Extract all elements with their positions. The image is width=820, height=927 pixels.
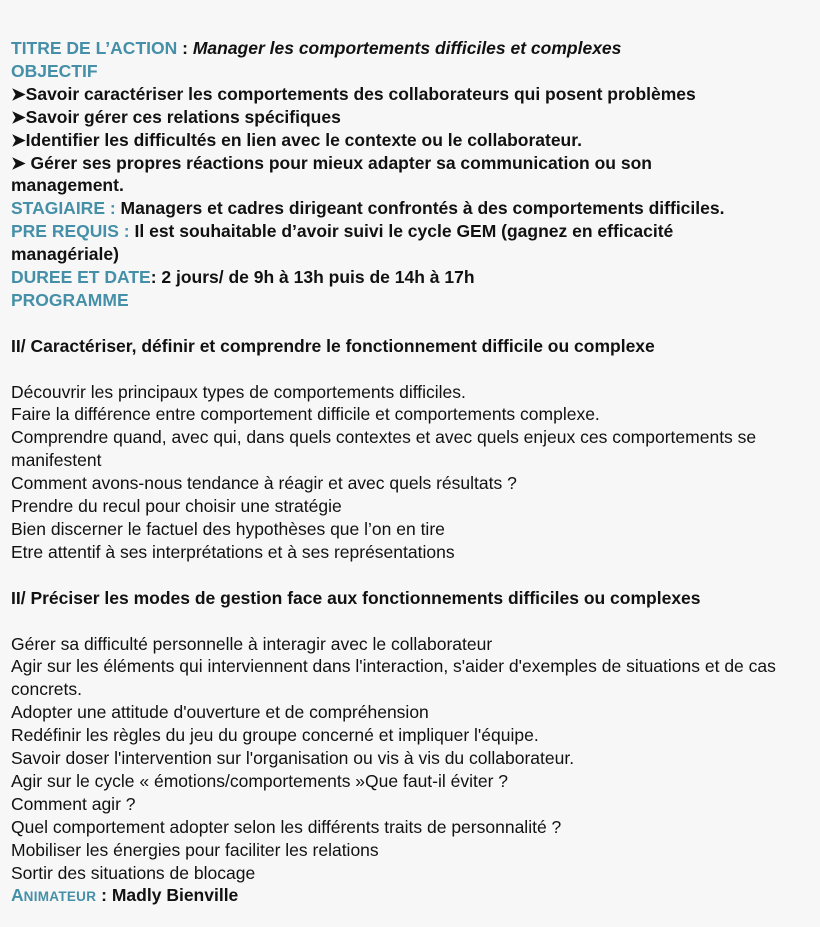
section2-line: Sortir des situations de blocage [11, 862, 256, 883]
section2-title: II/ Préciser les modes de gestion face aux fonctionnements difficiles ou complexes [11, 587, 701, 608]
section1-line: Prendre du recul pour choisir une stratégie [11, 496, 342, 517]
programme-heading: PROGRAMME [11, 289, 129, 310]
prerequis-line [11, 220, 771, 266]
objectif-text: Identifier les difficultés en lien avec le contexte ou le collaborateur. [25, 129, 582, 150]
section2-line: Agir sur les éléments qui interviennent dans l'interaction, s'aider d'exemples de situations et de cas concrets. [11, 656, 776, 700]
stagiaire-line [11, 197, 814, 220]
arrow-icon: ➤ [11, 106, 26, 127]
section2-line: Agir sur le cycle « émotions/comportements »Que faut-il éviter ? [11, 770, 509, 791]
objectif-item [11, 152, 721, 198]
objectif-text: Savoir caractériser les comportements des collaborateurs qui posent problèmes [25, 83, 696, 104]
section2-line: Mobiliser les énergies pour faciliter les relations [11, 839, 379, 860]
stagiaire-label: STAGIAIRE : [11, 198, 116, 219]
arrow-icon: ➤ [11, 152, 26, 173]
objectif-heading: OBJECTIF [11, 60, 98, 81]
section1-line: Etre attentif à ses interprétations et à ses représentations [11, 541, 455, 562]
arrow-icon: ➤ [11, 83, 26, 104]
section2-line: Savoir doser l'intervention sur l'organisation ou vis à vis du collaborateur. [11, 748, 575, 769]
section1-line: Comprendre quand, avec qui, dans quels contextes et avec quels enjeux ces comportements se manifestent [11, 427, 757, 471]
section2-line: Adopter une attitude d'ouverture et de compréhension [11, 702, 429, 723]
section1-title: II/ Caractériser, définir et comprendre le fonctionnement difficile ou complexe [11, 335, 655, 356]
objectif-item [11, 106, 814, 129]
titre-sep: : [177, 38, 193, 58]
section2-line: Gérer sa difficulté personnelle à interagir avec le collaborateur [11, 633, 493, 654]
objectif-item [11, 83, 814, 106]
spacer [11, 312, 814, 335]
animateur-value: Madly Bienville [111, 885, 239, 906]
animateur-label-rest: NIMATEUR [23, 889, 97, 905]
spacer [11, 610, 814, 633]
animateur-line [11, 884, 814, 909]
section1-line: Bien discerner le factuel des hypothèses que l’on en tire [11, 519, 445, 539]
objectif-text: Gérer ses propres réactions pour mieux adapter sa communication ou son management. [11, 152, 652, 196]
section1-line: Comment avons-nous tendance à réagir et avec quels résultats ? [11, 473, 517, 494]
titre-label: TITRE DE L’ACTION [11, 38, 178, 58]
stagiaire-value: Managers et cadres dirigeant confrontés à des comportements difficiles. [115, 198, 725, 219]
section1-line: Découvrir les principaux types de comportements difficiles. [11, 381, 466, 402]
duree-value: : 2 jours/ de 9h à 13h puis de 14h à 17h [150, 267, 475, 288]
arrow-icon: ➤ [11, 129, 26, 150]
animateur-sep: : [96, 885, 112, 906]
section2-line: Comment agir ? [11, 793, 136, 814]
objectif-item [11, 129, 814, 152]
section2-list [11, 633, 814, 885]
spacer [11, 358, 814, 381]
section2-line: Quel comportement adopter selon les différents traits de personnalité ? [11, 816, 562, 837]
prerequis-label: PRE REQUIS : [11, 221, 130, 242]
titre-value: Manager les comportements difficiles et complexes [192, 38, 622, 58]
duree-label: DUREE ET DATE [11, 267, 151, 288]
document-body [11, 37, 814, 909]
prerequis-value: Il est souhaitable d’avoir suivi le cycle GEM (gagnez en efficacité managériale) [11, 221, 674, 265]
section2-line: Redéfinir les règles du jeu du groupe concerné et impliquer l'équipe. [11, 725, 539, 746]
titre-line [11, 37, 814, 60]
section1-list [11, 381, 814, 564]
spacer [11, 564, 814, 587]
section1-line: Faire la différence entre comportement difficile et comportements complexe. [11, 404, 600, 425]
objectif-text: Savoir gérer ces relations spécifiques [25, 106, 341, 127]
duree-line [11, 266, 814, 289]
animateur-label-initial: A [11, 885, 24, 906]
